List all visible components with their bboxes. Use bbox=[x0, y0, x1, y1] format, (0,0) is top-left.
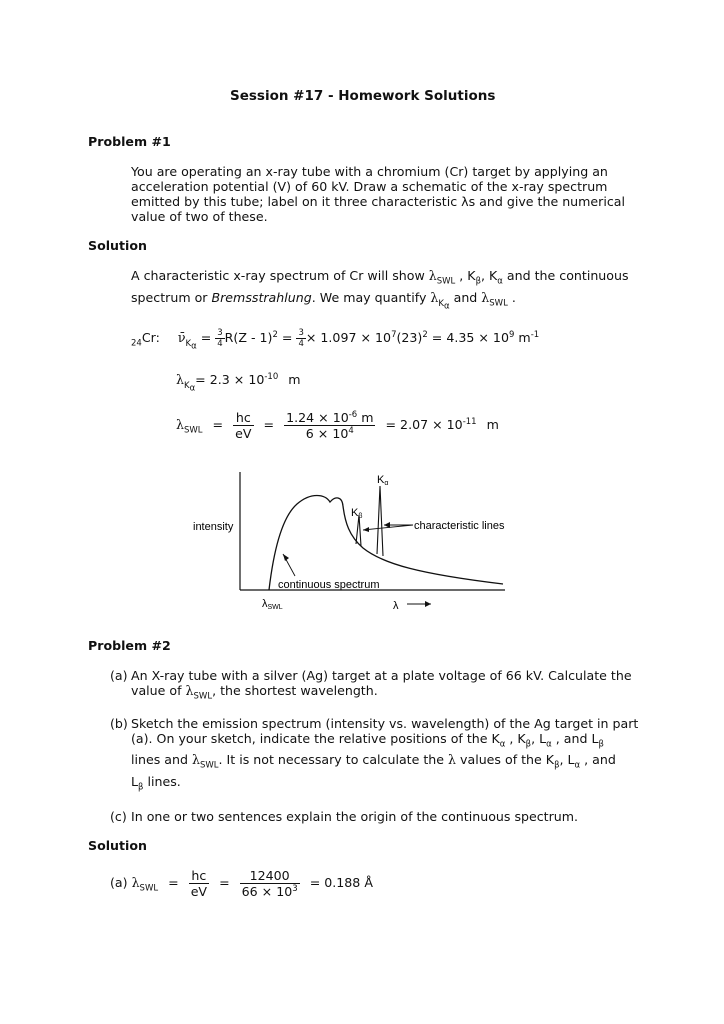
problem1-line: value of two of these. bbox=[131, 209, 268, 224]
eq-denominator: 66 × 10 bbox=[241, 884, 293, 899]
solution2-equation: (a) $\lambda_{SWL}$ = $\frac{hc}{eV}$ = $\frac{12400}{66 \times 10^3}$ = 0.188 Å bbox=[110, 868, 373, 899]
problem1-line: You are operating an x-ray tube with a chromium (Cr) target by applying an bbox=[131, 164, 608, 179]
arrow-head bbox=[283, 554, 289, 561]
chart-ylabel: intensity bbox=[193, 521, 234, 533]
eq-exp: -1 bbox=[530, 329, 540, 340]
eq-numerator: hc bbox=[233, 410, 253, 426]
problem2-a-label: (a) bbox=[110, 668, 128, 683]
solution1-text: and bbox=[449, 290, 482, 305]
eq-numerator: 12400 bbox=[240, 868, 300, 884]
kbeta-label: Kβ bbox=[351, 507, 363, 520]
eq-exp: -11 bbox=[462, 416, 477, 427]
problem2-a-line2: value of $\lambda_{SWL}$, the shortest wavelength. bbox=[131, 683, 378, 702]
solution1-line1: A characteristic x-ray spectrum of Cr will show $\lambda_{SWL}$ , $K_\beta$, $K_\alpha$ and the continuous bbox=[131, 268, 629, 287]
eq-denominator: eV bbox=[190, 884, 208, 899]
eq-term: = 2.3 × 10 bbox=[195, 372, 265, 387]
eq-term: × 1.097 × 10 bbox=[305, 330, 392, 345]
problem1-line: emitted by this tube; label on it three characteristic λs and give the numerical bbox=[131, 194, 625, 209]
solution1-text: A characteristic x-ray spectrum of Cr will show bbox=[131, 268, 429, 283]
kalpha-line bbox=[377, 486, 383, 556]
page-title: Session #17 - Homework Solutions bbox=[230, 88, 496, 104]
eq-denominator: eV bbox=[235, 426, 252, 441]
problem2-b-label: (b) bbox=[110, 716, 128, 731]
problem2-b-line3: lines and $\lambda_{SWL}$. It is not necessary to calculate the λ values of the $K_\beta$, $L_\alpha$ , and bbox=[131, 752, 616, 771]
eq-exp: -10 bbox=[264, 371, 279, 382]
problem2-text: lines and bbox=[131, 752, 192, 767]
equation-wavenumber: $_{24}$Cr: $\nū_{K_\alpha}$ = $\frac{3}{4}$ R(Z - 1)$^2$ = $\frac{3}{4}$ × $1.097 \times 10^7(23)^2 = 4.35 \times 10^9$ $m^{-1}$ bbox=[131, 328, 540, 352]
lambda-swl-label: λSWL bbox=[262, 598, 283, 611]
bremsstrahlung-term: Bremsstrahlung bbox=[211, 290, 312, 305]
problem2-b-line4: $L_\beta$ lines. bbox=[131, 774, 181, 793]
continuous-spectrum-label: continuous spectrum bbox=[278, 579, 380, 591]
problem1-heading: Problem #1 bbox=[88, 134, 171, 149]
eq-unit: m bbox=[486, 417, 499, 432]
solution1-heading: Solution bbox=[88, 238, 147, 253]
problem2-b-line2: (a). On your sketch, indicate the relative positions of the $K_\alpha$ , $K_\beta$, $L_\alpha$ , and $L_\beta$ bbox=[131, 731, 604, 750]
problem2-text: values of the bbox=[456, 752, 546, 767]
equation-lambda-kalpha: $\lambda_{K_\alpha}= 2.3 \times 10^{-10}$ m bbox=[176, 371, 301, 394]
eq-term: = 4.35 × 10 bbox=[431, 330, 509, 345]
problem2-text: lines. bbox=[147, 774, 181, 789]
eq-unit: m bbox=[288, 372, 301, 387]
eq-term: = 2.07 × 10 bbox=[385, 417, 463, 432]
eq-unit: m bbox=[357, 410, 374, 425]
problem2-text: (a). On your sketch, indicate the relative positions of the bbox=[131, 731, 488, 746]
atomic-number: 24 bbox=[131, 338, 142, 349]
eq-exp: 4 bbox=[348, 425, 354, 436]
eq-numerator: 1.24 × 10 bbox=[286, 410, 349, 425]
problem2-text: , the shortest wavelength. bbox=[212, 683, 378, 698]
eq-unit: m bbox=[518, 330, 531, 345]
eq-denominator: 6 × 10 bbox=[305, 426, 349, 441]
arrow-head bbox=[425, 601, 431, 607]
arrow-head bbox=[384, 522, 390, 528]
problem1-line: acceleration potential (V) of 60 kV. Draw a schematic of the x-ray spectrum bbox=[131, 179, 608, 194]
eq-exp: -6 bbox=[348, 409, 358, 420]
equation-lambda-swl: $\lambda_{SWL}$ = $\frac{hc}{eV}$ = $\frac{1.24 \times 10^{-6} m}{6 \times 10^4}$ = $2.07 \times 10^{-11}$ m bbox=[176, 409, 499, 441]
kalpha-label: Kα bbox=[377, 474, 389, 487]
problem2-b-line1: Sketch the emission spectrum (intensity vs. wavelength) of the Ag target in part bbox=[131, 716, 639, 731]
continuous-spectrum-curve bbox=[269, 496, 503, 591]
solution1-line2: spectrum or Bremsstrahlung. We may quantify $\lambda_{K_\alpha}$ and $\lambda_{SWL}$ . bbox=[131, 290, 516, 312]
problem2-heading: Problem #2 bbox=[88, 638, 171, 653]
eq-term: (23) bbox=[396, 330, 423, 345]
solution1-text: spectrum or bbox=[131, 290, 212, 305]
solution1-text: . We may quantify bbox=[311, 290, 431, 305]
eq-term: R(Z - 1) bbox=[224, 330, 273, 345]
chart-xlabel: λ bbox=[393, 600, 399, 612]
solution2-a-label: (a) bbox=[110, 875, 128, 890]
solution2-heading: Solution bbox=[88, 838, 147, 853]
element-label: Cr: bbox=[141, 330, 160, 345]
xray-spectrum-chart bbox=[185, 466, 515, 616]
problem2-c-line1: In one or two sentences explain the origin of the continuous spectrum. bbox=[131, 809, 579, 824]
characteristic-lines-label: characteristic lines bbox=[414, 520, 505, 532]
problem2-a-line1: An X-ray tube with a silver (Ag) target at a plate voltage of 66 kV. Calculate the bbox=[131, 668, 632, 683]
problem2-text: value of bbox=[131, 683, 186, 698]
problem2-text: . It is not necessary to calculate the bbox=[218, 752, 449, 767]
eq-result: = 0.188 Å bbox=[309, 875, 373, 890]
eq-exp: 9 bbox=[508, 329, 515, 340]
eq-exp: 3 bbox=[292, 883, 298, 894]
problem2-c-label: (c) bbox=[110, 809, 127, 824]
solution1-text: and the continuous bbox=[506, 268, 629, 283]
eq-numerator: hc bbox=[189, 868, 209, 884]
problem1-text bbox=[131, 164, 625, 224]
eq-exp: 7 bbox=[391, 329, 397, 340]
